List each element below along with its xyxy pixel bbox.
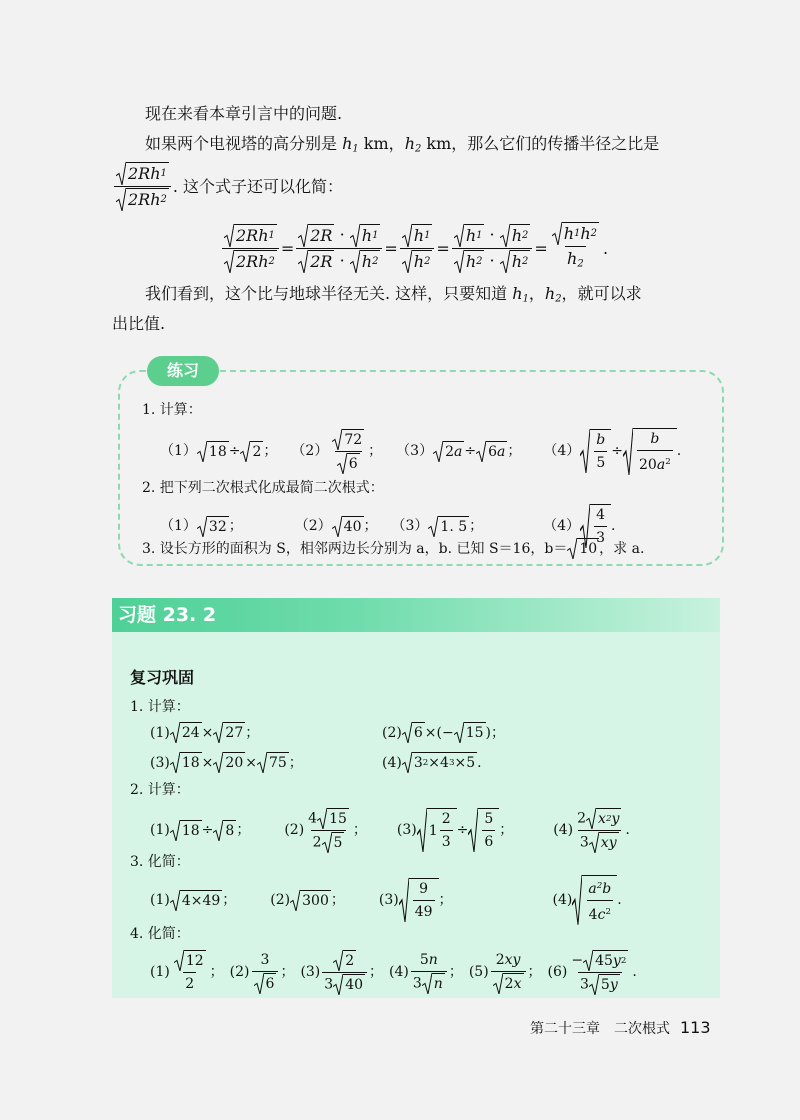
section-title: 复习巩固 (130, 668, 195, 687)
exercise-q1: 1. 计算： (130, 699, 190, 715)
practice-q1: 1. 计算： (142, 402, 202, 418)
exercise-q4-items: (1) $\frac{12}{2}$ ； (2) $\frac{3}{6}$ ； (3) 2 3 40 ； (4) 5n 3 n ； (5) 2xy 2 x ； (6) − 45 y 2 3 5 y . (150, 950, 710, 994)
exercise-q1-item-4: (4) 3 2 ×4 3 ×5 . (382, 752, 482, 773)
chapter-label: 第二十三章 二次根式 (530, 1021, 670, 1037)
intro-line-2: 如果两个电视塔的高分别是 $h_1$ km，$h_2$ km，那么它们的传播半径之比是 (145, 134, 660, 155)
practice-q1-items: （1） 18 ÷ 2 ； （2） $\frac{72}{6}$ ； （3） 2 a ÷ 6 a ； （4） $\frac{b}{5}$ ÷ $\frac{b}{20a^2}$ . (160, 428, 700, 475)
page-number: 113 (680, 1018, 711, 1037)
page-footer (530, 1018, 711, 1038)
exercise-q1-item-1: (1) 24 × 27 ； (150, 722, 259, 743)
exercise-q1-item-2: (2) 6 ×(− 15 )； (382, 722, 505, 743)
conclusion-line-1: 我们看到，这个比与地球半径无关. 这样，只要知道 $h_1$，$h_2$，就可以求 (145, 284, 642, 305)
exercise-q1-item-3: (3) 18 × 20 × 75 ； (150, 752, 303, 773)
exercise-q2-items: (1) 18 ÷ 8 ； (2) 4 15 2 5 ； (3) 1 $\frac{2}{3}$ ÷ $\frac{5}{6}$ ； (4) 2 x 2 y 3 xy . (150, 808, 710, 852)
simplification-equation: 2Rh 1 2Rh 2 = 2R · h 1 2R · h 2 = h 1 h 2 = h 1 · h 2 h 2 · h 2 = h 1 h 2 $h_2$ . (220, 222, 608, 275)
exercise-q4: 4. 化简： (130, 926, 190, 942)
practice-title: 练习 (147, 356, 219, 386)
exercise-title: 习题 23. 2 (118, 604, 217, 626)
exercise-q3: 3. 化简： (130, 854, 190, 870)
ratio-fraction: 2Rh 1 2Rh 2 (114, 162, 171, 211)
intro-line-1: 现在来看本章引言中的问题. (145, 104, 343, 123)
exercise-q3-items: (1) 4×49 ； (2) 300 ； (3) $\frac{9}{49}$ ； (4) $\frac{a^2b}{4c^2}$ . (150, 878, 710, 922)
practice-q3: 3. 设长方形的面积为 S，相邻两边长分别为 a，b. 已知 S＝16，b＝ 10 ，求 a. (142, 538, 644, 559)
practice-q2: 2. 把下列二次根式化成最简二次根式： (142, 480, 384, 496)
exercise-q2: 2. 计算： (130, 782, 190, 798)
practice-q2-items: （1） 32 ； （2） 40 ； （3） 1. 5 ； （4） $\frac{4}{3}$ . (160, 504, 700, 548)
conclusion-line-2: 出比值. (112, 314, 166, 333)
intro-ratio-line: 2Rh 1 2Rh 2 . 这个式子还可以化简： (112, 162, 343, 211)
